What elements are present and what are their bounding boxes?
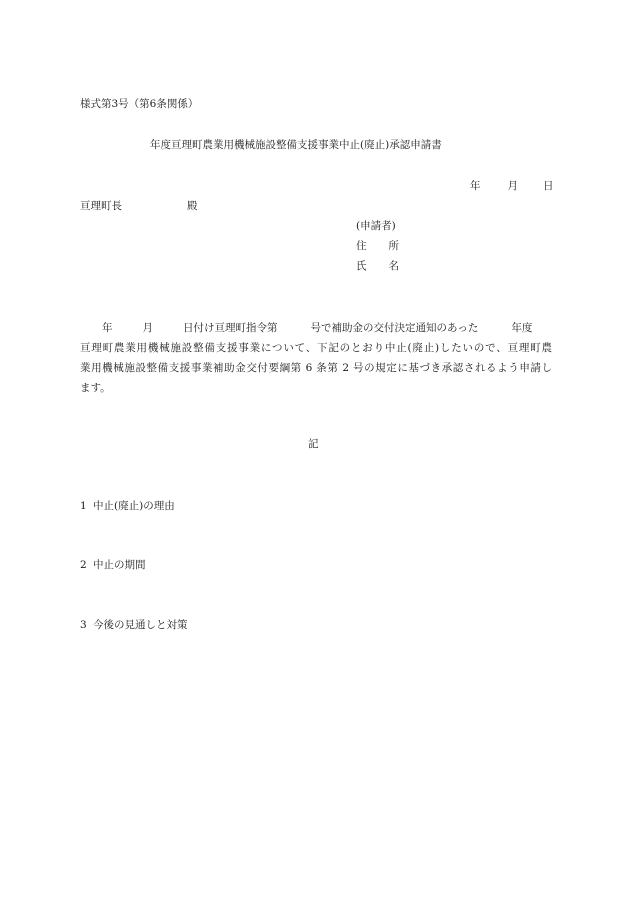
body-line-2: 亘理町農業用機械施設整備支援事業について、下記のとおり中止(廃止)したいので、亘理町農 xyxy=(80,342,552,354)
body-fiscal-year: 年度 xyxy=(511,322,533,334)
list-item xyxy=(80,558,146,572)
item-number: 2 xyxy=(80,559,87,571)
item-number: 3 xyxy=(80,619,87,631)
applicant-label: (申請者) xyxy=(356,220,396,232)
address-label-char-2: 所 xyxy=(388,240,399,252)
applicant-name-label xyxy=(356,259,399,273)
ki-heading: 記 xyxy=(308,438,319,450)
item-number: 1 xyxy=(80,500,87,512)
date-day-label: 日 xyxy=(543,180,554,192)
name-label-char-2: 名 xyxy=(388,260,399,272)
list-item xyxy=(80,499,175,513)
date-month-label: 月 xyxy=(507,180,518,192)
applicant-address-label xyxy=(356,239,399,253)
body-line-3: 業用機械施設整備支援事業補助金交付要綱第 6 条第 2 号の規定に基づき承認されるよう申請し xyxy=(80,362,552,374)
addressee-name: 亘理町長 xyxy=(80,200,122,212)
form-number: 様式第3号（第6条関係） xyxy=(80,98,199,110)
list-item xyxy=(80,618,188,632)
address-label-char-1: 住 xyxy=(356,240,367,252)
body-month-label: 月 xyxy=(142,322,153,334)
addressee-honorific: 殿 xyxy=(187,200,198,212)
addressee-line xyxy=(80,199,198,213)
body-paragraph xyxy=(80,318,552,398)
name-label-char-1: 氏 xyxy=(356,260,367,272)
document-title: 年度亘理町農業用機械施設整備支援事業中止(廃止)承認申請書 xyxy=(150,139,442,151)
body-day-directive: 日付け亘理町指令第 xyxy=(183,322,278,334)
item-label: 中止(廃止)の理由 xyxy=(93,500,175,512)
body-year-label: 年 xyxy=(102,322,113,334)
item-label: 中止の期間 xyxy=(93,559,146,571)
date-year-label: 年 xyxy=(470,180,481,192)
item-label: 今後の見通しと対策 xyxy=(93,619,188,631)
body-notice-text: 号で補助金の交付決定通知のあった xyxy=(310,322,479,334)
date-line xyxy=(470,179,554,193)
body-line-4: ます。 xyxy=(80,382,111,394)
body-line-1 xyxy=(80,318,552,338)
